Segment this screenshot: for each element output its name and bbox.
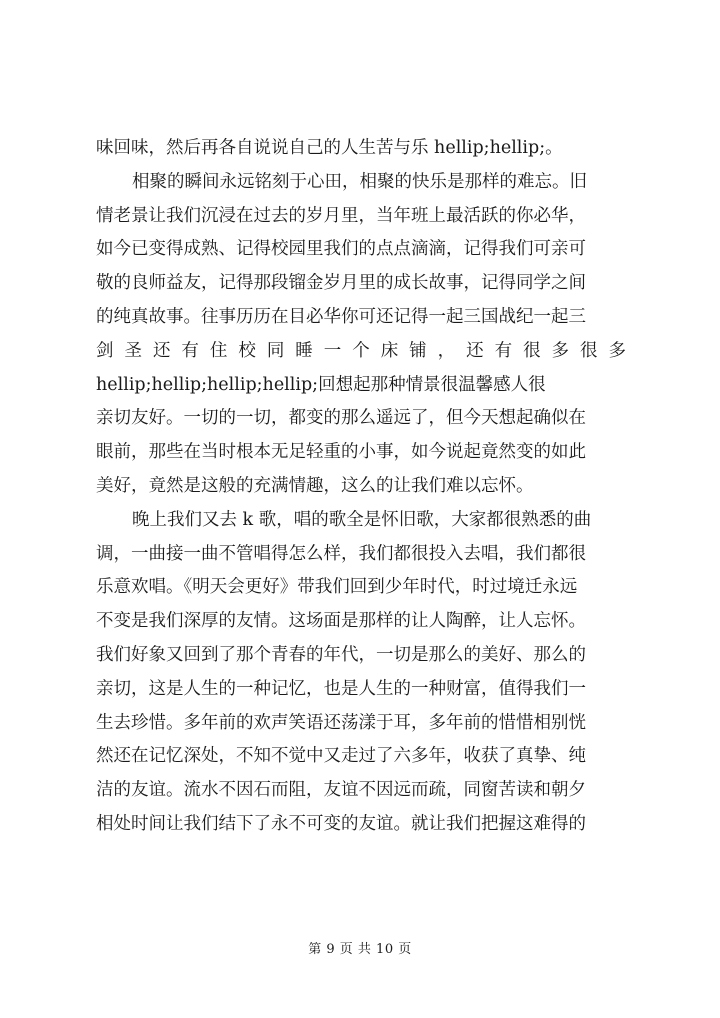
text-line: 生去珍惜。多年前的欢声笑语还荡漾于耳，多年前的惜惜相别恍 (96, 712, 586, 733)
text-line: 亲切友好。一切的一切，都变的那么遥远了，但今天想起确似在 (96, 408, 586, 429)
text-line: 敬的良师益友，记得那段镏金岁月里的成长故事，记得同学之间 (96, 273, 586, 294)
text-line: 晚上我们又去 k 歌，唱的歌全是怀旧歌，大家都很熟悉的曲 (132, 509, 592, 530)
text-line: 的纯真故事。往事历历在目必华你可还记得一起三国战纪一起三 (96, 306, 586, 327)
text-line: hellip;hellip;hellip;hellip;回想起那种情景很温馨感人很 (96, 374, 546, 395)
text-line: 味回味，然后再各自说说自己的人生苦与乐 hellip;hellip;。 (96, 138, 563, 158)
text-line: 乐意欢唱。《明天会更好》带我们回到少年时代，时过境迁永远 (96, 577, 578, 598)
text-line: 相聚的瞬间永远铭刻于心田，相聚的快乐是那样的难忘。旧 (132, 171, 587, 192)
text-line: 相处时间让我们结下了永不可变的友谊。就让我们把握这难得的 (96, 813, 586, 834)
text-line: 调，一曲接一曲不管唱得怎么样，我们都很投入去唱，我们都很 (96, 543, 586, 564)
document-body (96, 132, 626, 842)
text-line: 我们好象又回到了那个青春的年代，一切是那么的美好、那么的 (96, 644, 586, 665)
text-line: 如今已变得成熟、记得校园里我们的点点滴滴，记得我们可亲可 (96, 239, 586, 260)
text-line: 美好，竟然是这般的充满情趣，这么的让我们难以忘怀。 (96, 475, 534, 496)
text-line: 情老景让我们沉浸在过去的岁月里，当年班上最活跃的你必华， (96, 205, 586, 226)
page-footer: 第 9 页 共 10 页 (308, 942, 412, 957)
text-line: 眼前，那些在当时根本无足轻重的小事，如今说起竟然变的如此 (96, 442, 586, 463)
text-line: 洁的友谊。流水不因石而阻，友谊不因远而疏，同窗苦读和朝夕 (96, 780, 586, 801)
text-line: 然还在记忆深处，不知不觉中又走过了六多年，收获了真挚、纯 (96, 746, 586, 767)
text-line: 亲切，这是人生的一种记忆，也是人生的一种财富，值得我们一 (96, 678, 586, 699)
text-line: 不变是我们深厚的友情。这场面是那样的让人陶醉，让人忘怀。 (96, 611, 586, 632)
text-line: 剑 圣 还 有 住 校 同 睡 一 个 床 铺 ， 还 有 很 多 很 多 (96, 340, 626, 361)
